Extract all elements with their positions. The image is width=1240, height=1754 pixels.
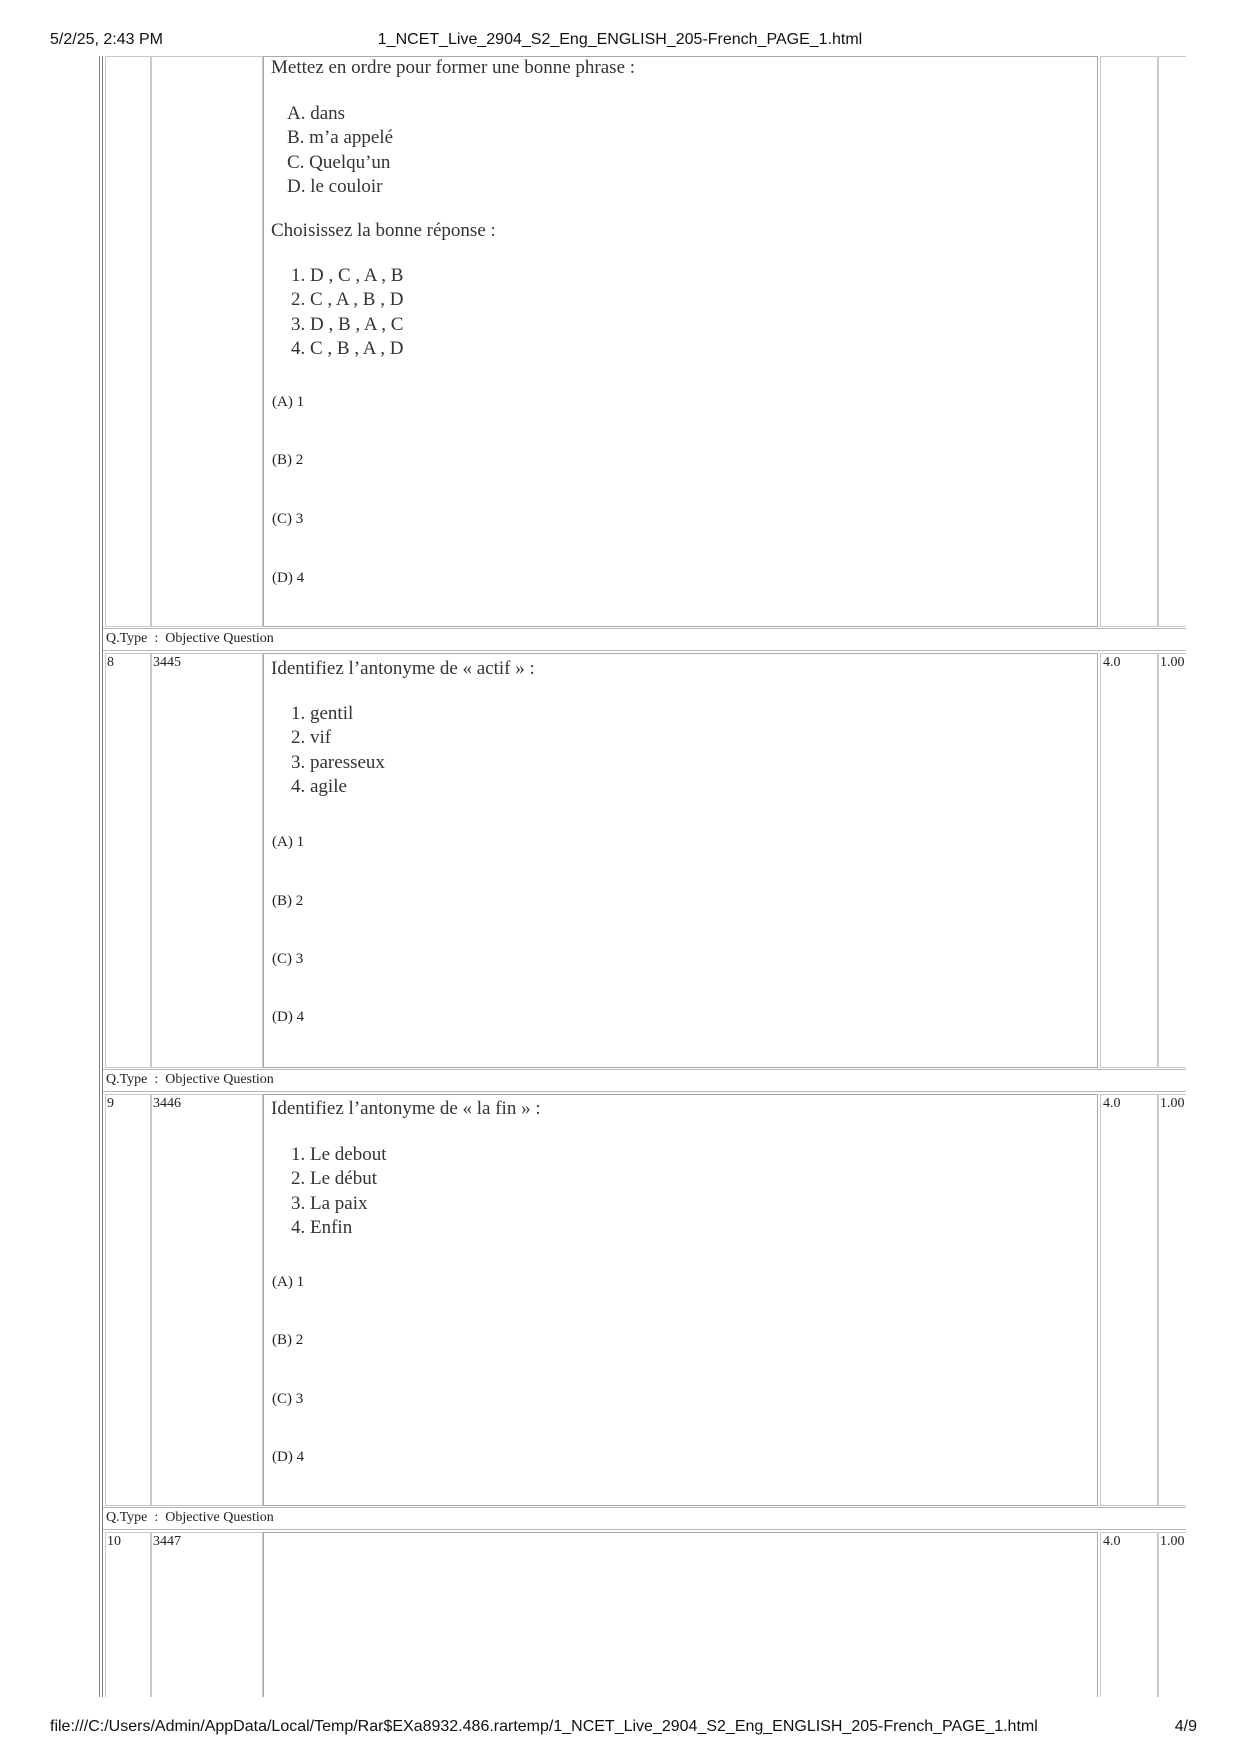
q8-number-cell (105, 653, 151, 1068)
q10-negative-clip (1160, 1534, 1186, 1550)
q8-prompt: Identifiez l’antonyme de « actif » : (271, 658, 535, 679)
list-item: 2. Le début (291, 1168, 378, 1190)
q10-content-cell (263, 1532, 1098, 1697)
q7-number-cell (105, 56, 151, 627)
q8-choices-list (291, 702, 385, 799)
q8-id-cell (151, 653, 263, 1068)
q8-option-a: (A) 1 (272, 834, 305, 850)
list-item: 1. D , C , A , B (291, 265, 404, 286)
q8-number: 8 (107, 655, 114, 670)
q9-qtype-rule-bottom (103, 1091, 1186, 1092)
list-item: 3. paresseux (291, 751, 385, 773)
list-item: 4. Enfin (291, 1216, 353, 1238)
table-left-border-inner (102, 56, 103, 1697)
q7-choices-list (291, 264, 403, 361)
q9-option-b: (B) 2 (272, 1332, 304, 1348)
q8-negative: 1.00 (1160, 655, 1185, 670)
list-item: 3. D , B , A , C (291, 313, 404, 335)
q7-option-a: (A) 1 (272, 394, 305, 410)
q10-id-cell (151, 1532, 263, 1697)
q8-marks: 4.0 (1103, 655, 1121, 670)
list-item: 2. C , A , B , D (291, 289, 404, 311)
q10-qtype-rule-top (103, 1507, 1186, 1508)
q9-number: 9 (107, 1096, 114, 1111)
q9-negative-cell (1158, 1094, 1186, 1506)
q9-qtype-label: Q.Type : Objective Question (106, 1072, 274, 1087)
q9-option-d: (D) 4 (272, 1449, 305, 1465)
q7-items-list (287, 102, 393, 199)
q9-id: 3446 (153, 1096, 181, 1111)
list-item: B. m’a appelé (287, 127, 394, 149)
q9-negative-clip (1160, 1096, 1186, 1112)
q10-marks: 4.0 (1103, 1534, 1121, 1549)
q9-prompt: Identifiez l’antonyme de « la fin » : (271, 1098, 541, 1119)
q7-option-c: (C) 3 (272, 511, 304, 527)
q8-id: 3445 (153, 655, 181, 670)
q9-marks-cell (1100, 1094, 1158, 1506)
q8-option-b: (B) 2 (272, 893, 304, 909)
q7-id-cell (151, 56, 263, 627)
q10-number: 10 (107, 1534, 121, 1549)
q9-qtype-rule-top (103, 1069, 1186, 1070)
q10-qtype-rule-bottom (103, 1529, 1186, 1530)
q8-qtype-rule-bottom (103, 650, 1186, 651)
q9-negative: 1.00 (1160, 1096, 1185, 1111)
q8-qtype-rule-top (103, 628, 1186, 629)
list-item: C. Quelqu’un (287, 151, 391, 173)
q10-qtype-label: Q.Type : Objective Question (106, 1510, 274, 1525)
q8-marks-cell (1100, 653, 1158, 1068)
list-item: 3. La paix (291, 1192, 368, 1214)
q9-choices-list (291, 1143, 387, 1240)
list-item: 2. vif (291, 727, 332, 749)
q7-instruction: Choisissez la bonne réponse : (271, 220, 496, 241)
q9-number-cell (105, 1094, 151, 1506)
print-datetime: 5/2/25, 2:43 PM (50, 31, 163, 48)
q10-number-cell (105, 1532, 151, 1697)
q10-id: 3447 (153, 1534, 181, 1549)
list-item: 4. agile (291, 775, 347, 797)
list-item: 4. C , B , A , D (291, 337, 404, 359)
q9-option-a: (A) 1 (272, 1274, 305, 1290)
q8-option-c: (C) 3 (272, 951, 304, 967)
page-indicator: 4/9 (1174, 1718, 1197, 1735)
q7-option-b: (B) 2 (272, 452, 304, 468)
q10-marks-cell (1100, 1532, 1158, 1697)
q9-id-cell (151, 1094, 263, 1506)
q10-negative-cell (1158, 1532, 1186, 1697)
list-item: D. le couloir (287, 175, 383, 197)
q8-content-cell (263, 653, 1098, 1068)
q7-option-d: (D) 4 (272, 570, 305, 586)
q8-qtype-label: Q.Type : Objective Question (106, 631, 274, 646)
q9-option-c: (C) 3 (272, 1391, 304, 1407)
q8-negative-clip (1160, 655, 1186, 671)
list-item: 1. Le debout (291, 1144, 387, 1165)
q7-marks-cell (1100, 56, 1158, 627)
q8-option-d: (D) 4 (272, 1009, 305, 1025)
list-item: 1. gentil (291, 703, 354, 724)
q10-negative: 1.00 (1160, 1534, 1185, 1549)
document-title: 1_NCET_Live_2904_S2_Eng_ENGLISH_205-French_PAGE_1.html (377, 31, 863, 48)
q9-marks: 4.0 (1103, 1096, 1121, 1111)
table-left-border (99, 56, 100, 1697)
file-path: file:///C:/Users/Admin/AppData/Local/Temp/Rar$EXa8932.486.rartemp/1_NCET_Live_2904_S2_Eng_ENGLISH_205-French_PAGE_1.html (50, 1718, 1038, 1735)
q7-prompt: Mettez en ordre pour former une bonne phrase : (271, 57, 636, 78)
list-item: A. dans (287, 103, 346, 124)
q9-content-cell (263, 1094, 1098, 1506)
q8-negative-cell (1158, 653, 1186, 1068)
q7-negative-cell (1158, 56, 1186, 627)
